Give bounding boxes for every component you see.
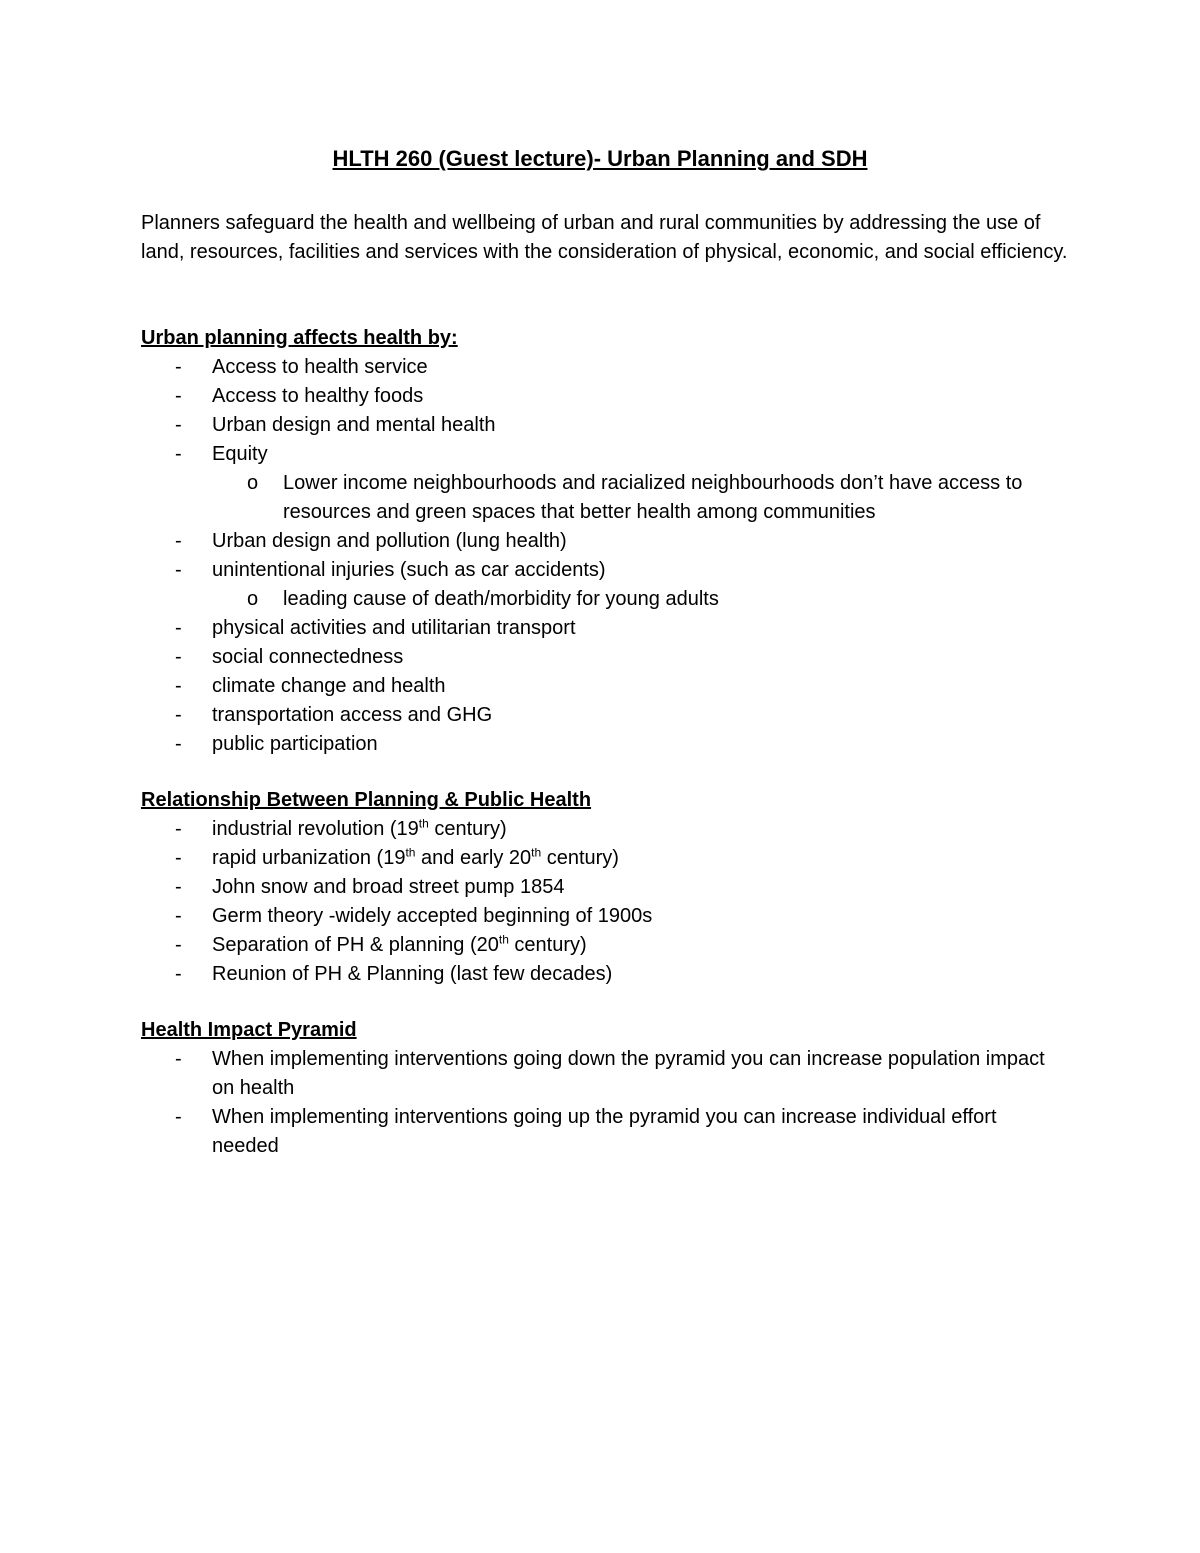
list-item: - When implementing interventions going down the pyramid you can increase population impact on health (141, 1045, 1062, 1103)
dash-bullet: - (175, 443, 182, 465)
dash-bullet: - (175, 646, 182, 668)
dash-bullet: - (175, 733, 182, 755)
dash-bullet: - (175, 876, 182, 898)
list-item: - Urban design and pollution (lung health) (141, 527, 1101, 556)
dash-bullet: - (175, 1106, 182, 1128)
section-urban-planning (141, 324, 1101, 759)
list-item: - unintentional injuries (such as car accidents) (141, 556, 1101, 585)
dash-bullet: - (175, 704, 182, 726)
circle-bullet: o (247, 588, 259, 610)
list-item: - climate change and health (141, 672, 1101, 701)
list-item: - social connectedness (141, 643, 1101, 672)
list-item: - transportation access and GHG (141, 701, 1101, 730)
circle-bullet: o (247, 472, 259, 494)
dash-bullet: - (175, 675, 182, 697)
dash-bullet: - (175, 530, 182, 552)
list-item: - John snow and broad street pump 1854 (141, 873, 1101, 902)
list-item: - When implementing interventions going up the pyramid you can increase individual effort needed (141, 1103, 1062, 1161)
dash-bullet: - (175, 414, 182, 436)
dash-bullet: - (175, 617, 182, 639)
list-item: - Germ theory -widely accepted beginning of 1900s (141, 902, 1101, 931)
section-heading: Health Impact Pyramid (141, 1019, 357, 1041)
list-item: - Separation of PH & planning (20th century) (141, 931, 1101, 960)
dash-bullet: - (175, 963, 182, 985)
dash-bullet: - (175, 905, 182, 927)
intro-paragraph: Planners safeguard the health and wellbeing of urban and rural communities by addressing the use of land, resources, facilities and services with the consideration of physical, economic, and social efficiency. (141, 212, 1068, 263)
list-item: - public participation (141, 730, 1101, 759)
sub-list-item: o leading cause of death/morbidity for young adults (141, 585, 1101, 614)
dash-bullet: - (175, 385, 182, 407)
list-item: - Urban design and mental health (141, 411, 1101, 440)
sub-list-item: o Lower income neighbourhoods and racialized neighbourhoods don’t have access to resources and green spaces that better health among communities (141, 469, 1043, 527)
list-item: - Equity (141, 440, 1101, 469)
section-heading: Urban planning affects health by: (141, 327, 458, 349)
dash-bullet: - (175, 934, 182, 956)
list-item: - physical activities and utilitarian transport (141, 614, 1101, 643)
dash-bullet: - (175, 847, 182, 869)
dash-bullet: - (175, 1048, 182, 1070)
dash-bullet: - (175, 559, 182, 581)
section-health-impact-pyramid (141, 1016, 1101, 1161)
document-title: HLTH 260 (Guest lecture)- Urban Planning and SDH (332, 146, 868, 171)
list-item: - Access to health service (141, 353, 1101, 382)
list-item: - Access to healthy foods (141, 382, 1101, 411)
dash-bullet: - (175, 818, 182, 840)
list-item: - industrial revolution (19th century) (141, 815, 1101, 844)
section-heading: Relationship Between Planning & Public Health (141, 789, 592, 811)
list-item: - rapid urbanization (19th and early 20th century) (141, 844, 1101, 873)
dash-bullet: - (175, 356, 182, 378)
section-relationship (141, 786, 1101, 989)
list-item: - Reunion of PH & Planning (last few decades) (141, 960, 1101, 989)
